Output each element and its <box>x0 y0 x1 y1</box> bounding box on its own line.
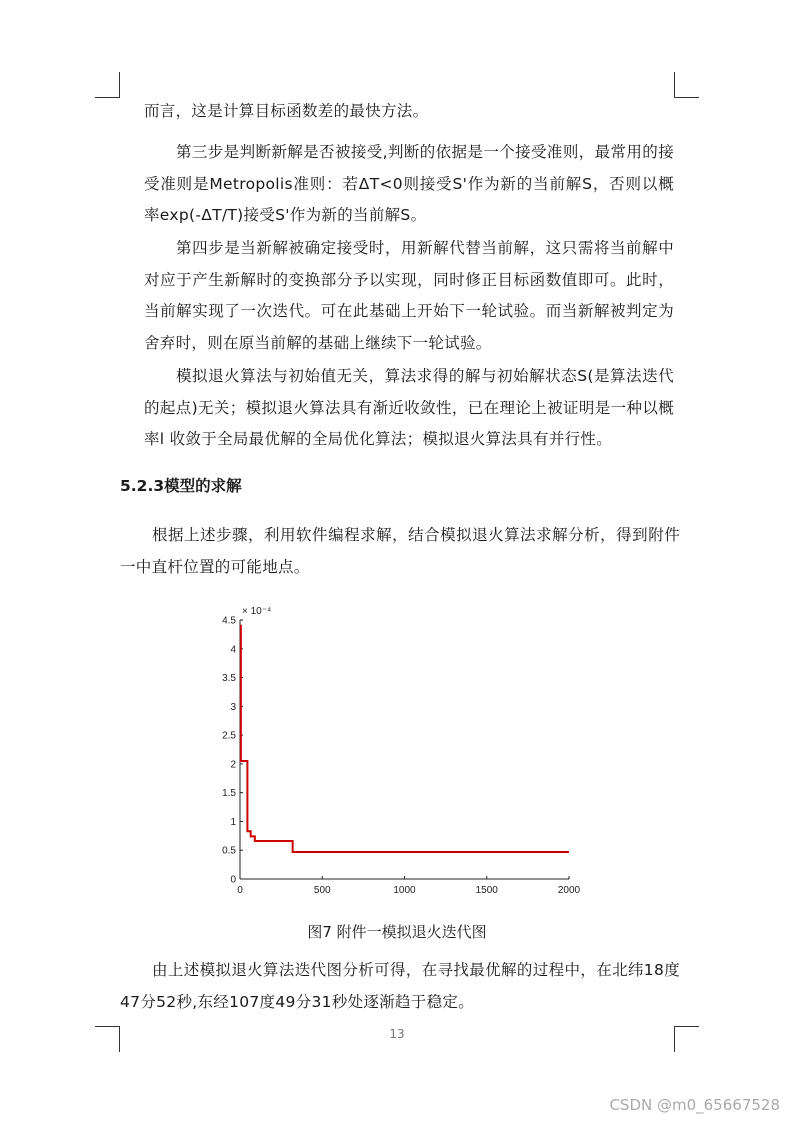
paragraph-properties: 模拟退火算法与初始值无关，算法求得的解与初始解状态S(是算法迭代的起点)无关；模拟退火算法具有渐近收敛性，已在理论上被证明是一种以概率l 收敛于全局最优解的全局优化算法；模拟退火算法具有并行性。 <box>144 367 674 448</box>
paragraph-1: 而言，这是计算目标函数差的最快方法。 <box>144 102 429 120</box>
x-tick-label: 0 <box>237 885 243 896</box>
iteration-chart <box>210 600 590 900</box>
crop-mark-top-right-vertical <box>674 72 675 98</box>
y-tick-label: 3.5 <box>222 673 236 685</box>
chart-plot <box>240 626 569 852</box>
paragraph-conclusion: 由上述模拟退火算法迭代图分析可得，在寻找最优解的过程中，在北纬18度47分52秒,东经107度49分31秒处逐渐趋于稳定。 <box>120 961 680 1011</box>
figure-caption: 图7 附件一模拟退火迭代图 <box>307 923 487 941</box>
paragraph-solution: 根据上述步骤，利用软件编程求解，结合模拟退火算法求解分析，得到附件一中直杆位置的可能地点。 <box>120 526 680 576</box>
y-axis-exponent-label: × 10⁻⁴ <box>242 606 272 617</box>
x-tick-label: 500 <box>313 885 331 896</box>
chart-ticks <box>222 616 580 897</box>
y-tick-label: 1.5 <box>222 788 236 800</box>
crop-mark-top-right-horizontal <box>674 97 699 98</box>
x-tick-label: 1000 <box>393 885 416 896</box>
x-tick-label: 1500 <box>475 885 498 896</box>
y-tick-label: 4 <box>230 644 236 656</box>
x-tick-label: 2000 <box>557 885 581 896</box>
page-number: 13 <box>389 1027 405 1041</box>
paragraph-step-three: 第三步是判断新解是否被接受,判断的依据是一个接受准则，最常用的接受准则是Metropolis准则：若ΔT<0则接受S'作为新的当前解S，否则以概率exp(-ΔT/T)接受S'作为新的当前解S。 <box>144 143 674 224</box>
series-line <box>240 626 569 852</box>
section-heading: 5.2.3模型的求解 <box>120 477 242 495</box>
y-tick-label: 3 <box>230 701 236 713</box>
watermark: CSDN @m0_65667528 <box>609 1096 780 1114</box>
y-tick-label: 0 <box>230 874 236 886</box>
y-tick-label: 4.5 <box>222 615 236 627</box>
paragraph-step-four: 第四步是当新解被确定接受时，用新解代替当前解，这只需将当前解中对应于产生新解时的变换部分予以实现，同时修正目标函数值即可。此时，当前解实现了一次迭代。可在此基础上开始下一轮试验。而当新解被判定为舍弃时，则在原当前解的基础上继续下一轮试验。 <box>144 239 674 352</box>
y-tick-label: 0.5 <box>222 845 236 857</box>
crop-mark-top-left-vertical <box>119 72 120 98</box>
y-tick-label: 1 <box>230 816 236 828</box>
crop-mark-top-left-horizontal <box>95 97 120 98</box>
y-tick-label: 2.5 <box>222 730 236 742</box>
y-tick-label: 2 <box>230 759 236 771</box>
